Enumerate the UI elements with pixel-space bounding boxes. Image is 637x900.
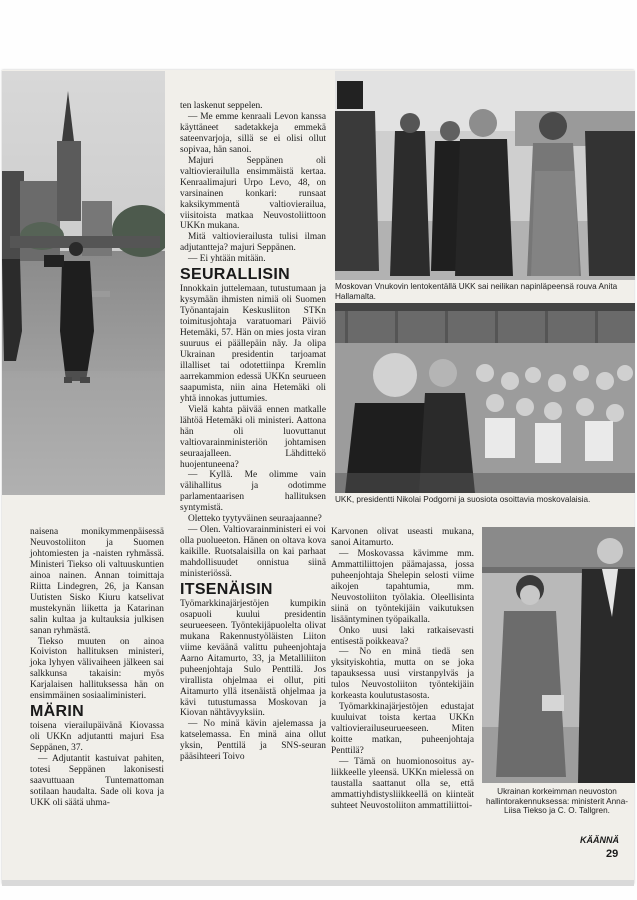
col2-paragraph-1: ten laskenut seppelen. [180,101,263,111]
col2-paragraph-8: — Kyllä. Me olimme vain välihallitus ja odotimme parlamentaarisen hallituksen syntymistä. [180,470,326,514]
col3-paragraph-1: Karvonen olivat useasti mukana, sanoi Aitamurto. [331,527,474,548]
photo-kremlin-photographer [2,71,165,495]
col2-paragraph-2: — Me emme kenraali Levon kanssa käyttäneet sadetakkeja emmekä sateenvarjoja, sillä se ei olisi ollut sopivaa, hän sanoi. [180,111,326,155]
caption-tiekso: Ukrainan korkeimman neuvoston hallintorakennuksessa: ministerit Anna-Liisa Tiekso ja C. O. Tallgren. [486,787,628,816]
col2-paragraph-4: Mitä valtiovierailusta tulisi ilman adjutantteja? majuri Seppänen. [180,232,326,254]
page-number: 29 [606,848,619,860]
col2-paragraph-5: — Ei yhtään mitään. [188,254,266,265]
col1-paragraph-3: toisena vierailupäivänä Kiovassa oli UKKn adjutantti majuri Esa Seppänen, 37. [30,721,164,754]
heading-marin: MÄRIN [30,703,84,721]
col1-paragraph-1: naisena monikymmenpäisessä Neuvostoliiton ja Suomen johtomiesten ja -naisten ryhmässä. Ministeri Tiekso oli valtuuskuntien ainoa nainen. Annan toimittaja Riitta Lindegren, 26, ja Kansan Uutisten Sisko Kiuru katselivat mustekynän liiketta ja Katarinan salin kultaa ja kultauksia julkisen sanan ryhmästä. [30,527,164,636]
continue-label: KÄÄNNÄ [580,835,619,845]
heading-itsenaisin: ITSENÄISIN [180,580,273,598]
col2-paragraph-6: Innokkain juttelemaan, tutustumaan ja kysymään ihmisten nimiä oli Suomen Työnantajain Keskusliiton STKn toimitusjohtaja varatuomari Päiviö Hetemäki, 57. Hän on mies josta viran suuruus ei päällepäin näy. Ja olipa Ukrainan presidentin tarjoamat illalliset tai odotettiinpa Kremlin aarrekammion edessä UKKn seurueen saapumista, niin aina Hetemäki oli yhtä innokas juttumies. [180,284,326,404]
photo-airport-greeting [335,71,635,280]
photo-tiekso-tallgren [482,527,635,783]
caption-crowd: UKK, presidentti Nikolai Podgorni ja suosiota osoittavia moskovalaisia. [335,495,591,504]
column-2 [180,101,326,763]
col1-paragraph-4: — Adjutantit kastuivat pahiten, totesi Seppänen lakonisesti saavuttuaan Tuntemattoman sotilaan haudalta. Sade oli kova ja UKK oli säätä uhma- [30,754,164,808]
caption-airport: Moskovan Vnukovin lentokentällä UKK sai neilikan napinläpeensä rouva Anita Hallamalta. [335,282,618,301]
heading-seurallisin: SEURALLISIN [180,266,290,284]
col1-paragraph-2: Tiekso muuten on ainoa Koiviston hallituksen ministeri, joka lyhyen välivaiheen jälkeen sai salkkunsa takaisin: myös Karjalaisen hallituksessa hän on ensimmäinen sosiaaliministeri. [30,636,164,702]
column-3 [331,527,474,812]
column-1 [30,527,164,809]
col3-paragraph-4: — No en minä tiedä sen yksityiskohtia, mutta on se joka tapauksessa uusi virstanpylväs ja tulos Neuvostoliiton työntekijäin korkeasta koulutustasosta. [331,647,474,702]
col3-paragraph-3: Onko uusi laki ratkaisevasti entisestä poikkeava? [331,625,474,647]
col2-paragraph-12: — No minä kävin ajelemassa ja katselemassa. En minä aina ollut yksin, Penttilä ja SNS-seuran pääsihteeri Toivo [180,719,326,763]
col3-paragraph-6: — Tämä on huomionosoitus ay-liikkeelle yleensä. UKKn mielessä on taustalla saattanut olla se, että ammattiyhdistysliikkeellä on kiinteät suhteet Neuvostoliiton ammattiliittoi- [331,757,474,811]
col2-paragraph-7: Vielä kahta päivää ennen matkalle lähtöä Hetemäki oli ministeri. Aattona hän oli luovuttanut valtiovarainministeriön johtamisen seuraajalleen. Lähdittekö huojentuneena? [180,404,326,470]
col2-paragraph-10: — Olen. Valtiovarainministeri ei voi olla puolueeton. Hänen on oltava kova kaikille. Ruotsalaisilla on kai parhaat mahdollisuudet onnistua siinä ministeriössä. [180,525,326,580]
col3-paragraph-5: Työmarkkinajärjestöjen edustajat kuuluivat toista kertaa UKKn valtiovierailuseurueeseen. Miten koitte matkan, puheenjohtaja Penttilä? [331,702,474,757]
col2-paragraph-3: Majuri Seppänen oli valtiovierailulla ensimmäistä kertaa. Kenraalimajuri Urpo Levo, 48, on varsinainen konkari: runsaat kaksikymmentä valtiovierailua, viisitoista matkaa Neuvostoliittoon UKKn mukana. [180,155,326,232]
photo-crowd-podgorni [335,303,635,493]
col2-paragraph-9: Oletteko tyytyväinen seuraajaanne? [188,514,322,525]
col3-paragraph-2: — Moskovassa kävimme mm. Ammattiliittojen päämajassa, jossa puheenjohtaja Shelepin selosti viime aikojen tapahtumia, mm. Neuvostoliiton työlakia. Oleellisinta siinä on työntekijäin vaikutuksen lisääntyminen työpaikalla. [331,548,474,625]
col2-paragraph-11: Työmarkkinajärjestöjen kumpikin osapuoli kuului presidentin seurueeseen. Työntekijäpuolelta olivat mukana Rakennustyöläisten Liiton viime keväänä valittu puheenjohtaja Aarno Aitamurto, 33, ja Metalliliiton puheenjohtaja Sulo Penttilä. Jos virallista ohjelmaa ei ollut, piti Aitamurto yllä itsenäistä ohjelmaa ja kävi tutustumassa Moskovan ja Kiovan nähtävyyksiin. [180,598,326,719]
page-edge [2,880,634,886]
